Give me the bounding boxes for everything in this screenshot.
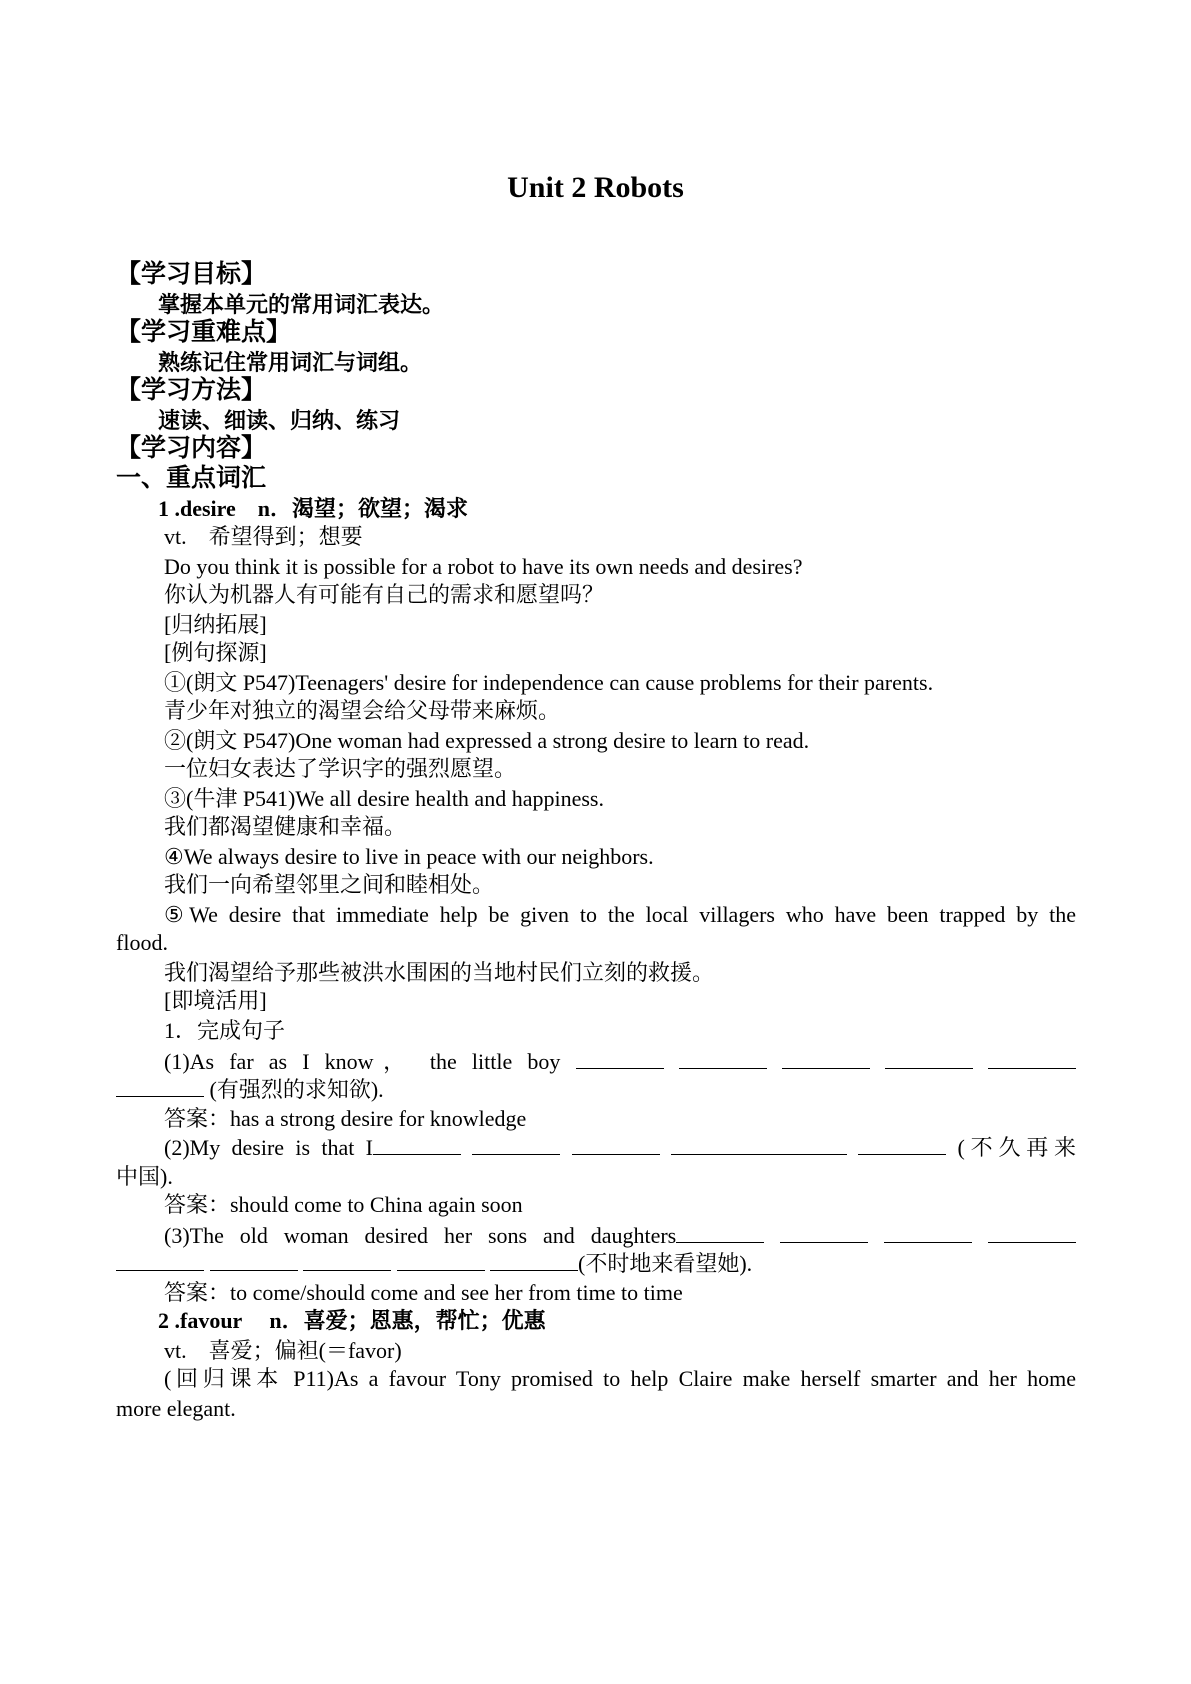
entry1-example-en: Do you think it is possible for a robot to have its own needs and desires? <box>164 554 803 579</box>
tag-summary: [归纳拓展] <box>164 612 267 637</box>
answer-blank[interactable] <box>676 1220 764 1243</box>
answer-blank[interactable] <box>780 1220 868 1243</box>
answer-blank[interactable] <box>116 1248 204 1271</box>
answer-blank[interactable] <box>858 1132 946 1155</box>
question-2-hint: (不久再来 <box>957 1135 1077 1160</box>
sentence-5-en-line2: flood. <box>116 930 168 955</box>
sentence-4-en: ④We always desire to live in peace with our neighbors. <box>164 844 654 869</box>
entry1-heading: 1 .desire n．渴望；欲望；渴求 <box>158 496 469 521</box>
content-heading: 【学习内容】 <box>116 435 267 462</box>
entry1-example-cn: 你认为机器人有可能有自己的需求和愿望吗？ <box>164 582 605 607</box>
sentence-2-en: ②(朗文 P547)One woman had expressed a strong desire to learn to read. <box>164 728 810 753</box>
question-3-hint: (不时地来看望她). <box>578 1251 753 1276</box>
sentence-1-en: ①(朗文 P547)Teenagers' desire for independence can cause problems for their parents. <box>164 670 934 695</box>
key-heading: 【学习重难点】 <box>116 319 292 346</box>
key-text: 熟练记住常用词汇与词组。 <box>158 350 423 375</box>
goal-text: 掌握本单元的常用词汇表达。 <box>158 292 445 317</box>
answer-blank[interactable] <box>671 1132 847 1155</box>
answer-blank[interactable] <box>397 1248 485 1271</box>
answer-blank[interactable] <box>885 1046 973 1069</box>
question-1-text: (1)As far as I know， the little boy <box>164 1049 561 1074</box>
method-text: 速读、细读、归纳、练习 <box>158 408 401 433</box>
sentence-3-en: ③(牛津 P541)We all desire health and happiness. <box>164 786 604 811</box>
answer-blank[interactable] <box>782 1046 870 1069</box>
sentence-1-cn: 青少年对独立的渴望会给父母带来麻烦。 <box>164 698 561 723</box>
answer-blank[interactable] <box>303 1248 391 1271</box>
sentence-4-cn: 我们一向希望邻里之间和睦相处。 <box>164 872 495 897</box>
answer-blank[interactable] <box>472 1132 560 1155</box>
answer-blank[interactable] <box>490 1248 578 1271</box>
page-title: Unit 2 Robots <box>507 171 684 204</box>
entry2-example-line1: (回归课本 P11)As a favour Tony promised to help Claire make herself smarter and her home <box>164 1366 1076 1391</box>
answer-blank[interactable] <box>210 1248 298 1271</box>
answer-blank[interactable] <box>884 1220 972 1243</box>
tag-examples: [例句探源] <box>164 640 267 665</box>
answer-blank[interactable] <box>572 1132 660 1155</box>
answer-2: 答案：should come to China again soon <box>164 1192 523 1217</box>
method-heading: 【学习方法】 <box>116 377 267 404</box>
question-3-text: (3)The old woman desired her sons and daughters <box>164 1223 677 1248</box>
answer-1: 答案：has a strong desire for knowledge <box>164 1106 527 1131</box>
answer-blank[interactable] <box>576 1046 664 1069</box>
answer-blank[interactable] <box>988 1220 1076 1243</box>
question-2-text: (2)My desire is that I <box>164 1135 373 1160</box>
entry2-vt: vt. 喜爱；偏袒(＝favor) <box>164 1338 402 1363</box>
tag-practice: [即境活用] <box>164 988 267 1013</box>
question-2-line2: 中国). <box>116 1164 173 1189</box>
question-2-line1 <box>164 1132 1076 1163</box>
sentence-3-cn: 我们都渴望健康和幸福。 <box>164 814 407 839</box>
answer-blank[interactable] <box>116 1074 204 1097</box>
question-1-hint: (有强烈的求知欲). <box>209 1077 384 1102</box>
sentence-2-cn: 一位妇女表达了学识字的强烈愿望。 <box>164 756 517 781</box>
entry2-example-line2: more elegant. <box>116 1396 236 1421</box>
sentence-5-en-line1: ⑤We desire that immediate help be given to the local villagers who have been trapped by the <box>164 902 1076 927</box>
sentence-5-cn: 我们渴望给予那些被洪水围困的当地村民们立刻的救援。 <box>164 960 715 985</box>
answer-blank[interactable] <box>988 1046 1076 1069</box>
question-1-line2 <box>116 1074 1076 1105</box>
answer-blank[interactable] <box>373 1132 461 1155</box>
question-3-line2 <box>116 1248 1076 1279</box>
question-3-line1 <box>164 1220 1076 1251</box>
entry1-vt: vt. 希望得到；想要 <box>164 524 363 549</box>
part1-heading: 一、重点词汇 <box>116 465 267 492</box>
task-heading: 1．完成句子 <box>164 1018 286 1043</box>
answer-blank[interactable] <box>679 1046 767 1069</box>
answer-3: 答案：to come/should come and see her from time to time <box>164 1280 683 1305</box>
entry2-heading: 2 .favour n．喜爱；恩惠，帮忙；优惠 <box>158 1308 546 1333</box>
goal-heading: 【学习目标】 <box>116 261 267 288</box>
question-1-line1 <box>164 1046 1076 1077</box>
